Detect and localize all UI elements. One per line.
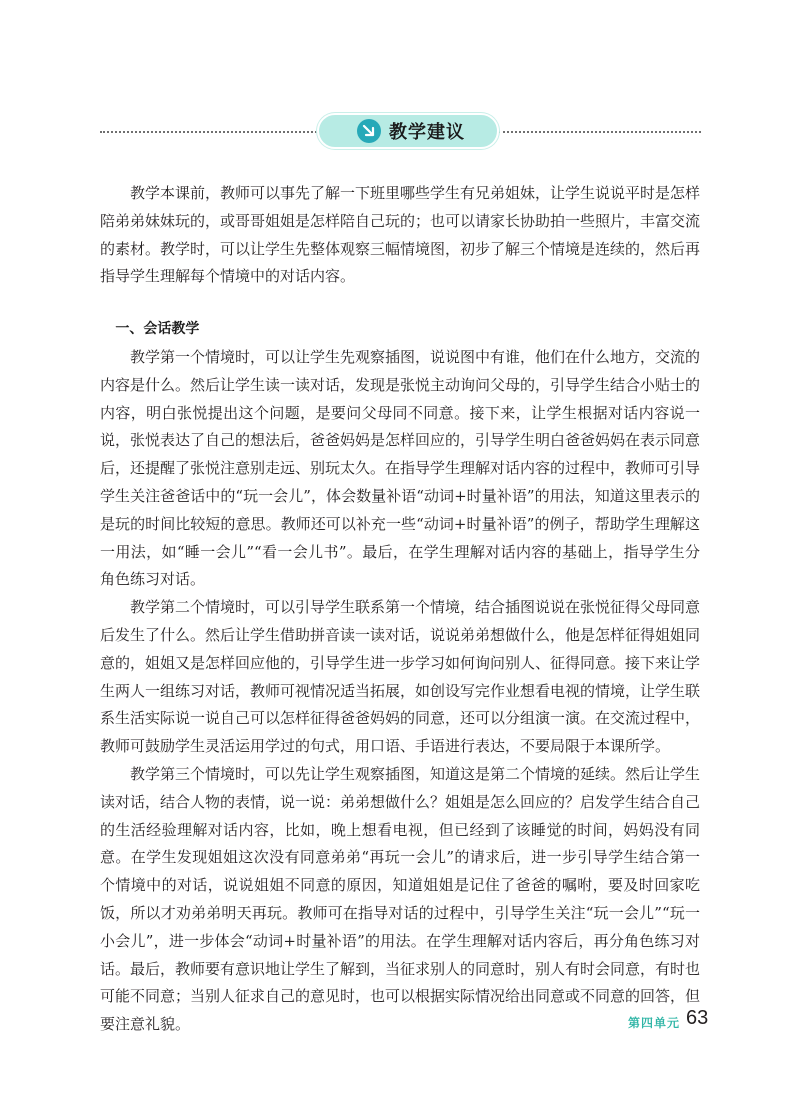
header-divider-right xyxy=(498,131,701,133)
header-divider-left xyxy=(100,131,320,133)
section-heading: 一、会话教学 xyxy=(115,321,200,338)
main-content xyxy=(100,180,700,1039)
section-title: 教学建议 xyxy=(389,122,465,143)
section-header-badge xyxy=(317,113,499,149)
body-paragraph: 教学第二个情境时，可以引导学生联系第一个情境，结合插图说说在张悦征得父母同意后发生了什么。然后让学生借助拼音读一读对话，说说弟弟想做什么，他是怎样征得姐姐同意的，姐姐又是怎样回应他的，引导学生进一步学习如何询问别人、征得同意。接下来让学生两人一组练习对话，教师可视情况适当拓展，如创设写完作业想看电视的情境，让学生联系生活实际说一说自己可以怎样征得爸爸妈妈的同意，还可以分组演一演。在交流过程中，教师可鼓励学生灵活运用学过的句式，用口语、手语进行表达，不要局限于本课所学。 xyxy=(100,598,701,756)
arrow-down-right-icon xyxy=(357,119,381,143)
intro-paragraph: 教学本课前，教师可以事先了解一下班里哪些学生有兄弟姐妹，让学生说说平时是怎样陪弟弟妹妹玩的，或哥哥姐姐是怎样陪自己玩的；也可以请家长协助拍一些照片，丰富交流的素材。教学时，可以让学生先整体观察三幅情境图，初步了解三个情境是连续的，然后再指导学生理解每个情境中的对话内容。 xyxy=(100,184,701,286)
body-paragraph: 教学第三个情境时，可以先让学生观察插图，知道这是第二个情境的延续。然后让学生读对话，结合人物的表情，说一说：弟弟想做什么？姐姐是怎么回应的？启发学生结合自己的生活经验理解对话内容，比如，晚上想看电视，但已经到了该睡觉的时间，妈妈没有同意。在学生发现姐姐这次没有同意弟弟“再玩一会儿”的请求后，进一步引导学生结合第一个情境中的对话，说说姐姐不同意的原因，知道姐姐是记住了爸爸的嘱咐，要及时回家吃饭，所以才劝弟弟明天再玩。教师可在指导对话的过程中，引导学生关注“玩一会儿”“玩一小会儿”，进一步体会“动词+时量补语”的用法。在学生理解对话内容后，再分角色练习对话。最后，教师要有意识地让学生了解到，当征求别人的同意时，别人有时会同意，有时也可能不同意；当别人征求自己的意见时，也可以根据实际情况给出同意或不同意的回答，但要注意礼貌。 xyxy=(100,764,701,1034)
body-paragraph: 教学第一个情境时，可以让学生先观察插图，说说图中有谁，他们在什么地方，交流的内容是什么。然后让学生读一读对话，发现是张悦主动询问父母的，引导学生结合小贴士的内容，明白张悦提出这个问题，是要问父母同不同意。接下来，让学生根据对话内容说一说，张悦表达了自己的想法后，爸爸妈妈是怎样回应的，引导学生明白爸爸妈妈在表示同意后，还提醒了张悦注意别走远、别玩太久。在指导学生理解对话内容的过程中，教师可引导学生关注爸爸话中的“玩一会儿”，体会数量补语“动词+时量补语”的用法，知道这里表示的是玩的时间比较短的意思。教师还可以补充一些“动词+时量补语”的例子，帮助学生理解这一用法，如“睡一会儿”“看一会儿书”。最后，在学生理解对话内容的基础上，指导学生分角色练习对话。 xyxy=(100,347,701,589)
unit-label: 第四单元 xyxy=(628,1016,681,1030)
page-number: 63 xyxy=(686,1007,709,1029)
